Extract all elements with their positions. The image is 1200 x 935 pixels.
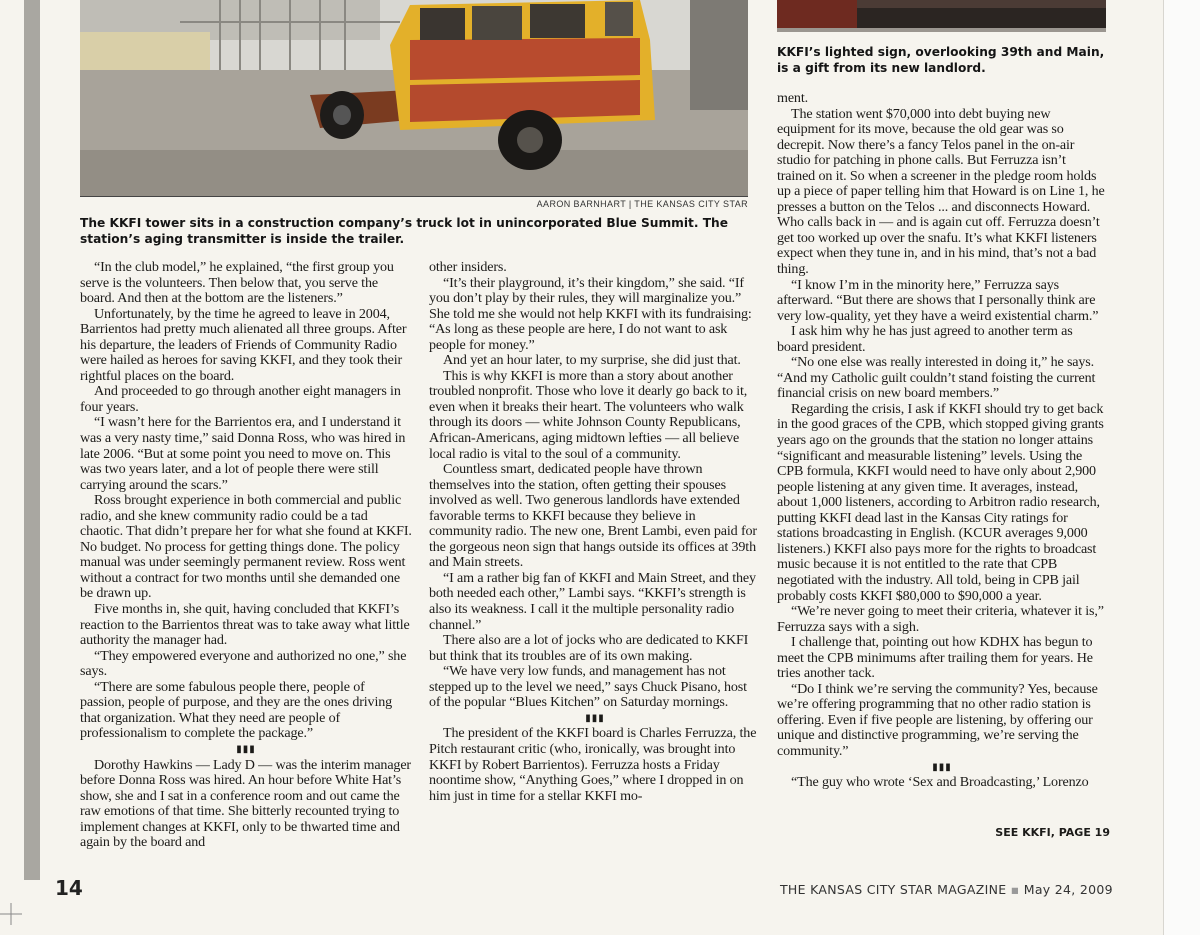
paragraph: ment.	[777, 90, 808, 106]
section-break-dingbat: ▮▮▮	[585, 712, 605, 724]
paragraph: “No one else was really interested in doing it,” he says. “And my Catholic guilt couldn’t stand foisting the current financial crisis on new board members.”	[777, 354, 1096, 402]
paragraph: And yet an hour later, to my surprise, she did just that.	[443, 352, 741, 369]
crop-mark-icon	[0, 903, 22, 925]
page-number: 14	[55, 876, 83, 900]
page-gutter-bar	[24, 0, 40, 880]
paragraph: And proceeded to go through another eight managers in four years.	[80, 383, 401, 415]
paragraph: The president of the KKFI board is Charles Ferruzza, the Pitch restaurant critic (who, ironically, was brought into KKFI by Robert Barrientos). Ferruzza hosts a Friday noontime show, “Anything Goes,” where I dropped in on him just in time for a stellar KKFI mo-	[429, 725, 757, 804]
paragraph: other insiders.	[429, 259, 507, 275]
main-photo-caption: The KKFI tower sits in a construction company’s truck lot in unincorporated Blue Summit. The station’s aging transmitter is inside the trailer.	[80, 216, 728, 246]
paragraph: “In the club model,” he explained, “the first group you serve is the volunteers. Then below that, you serve the board. And then at the bottom are the listeners.”	[80, 259, 394, 307]
paragraph: Unfortunately, by the time he agreed to leave in 2004, Barrientos had pretty much alienated all three groups. After his departure, the leaders of Friends of Community Radio were hailed as heroes for saving KKFI, and they took their rightful places on the board.	[80, 305, 407, 384]
section-break-dingbat: ▮▮▮	[236, 743, 256, 755]
paragraph: “It’s their playground, it’s their kingdom,” she said. “If you don’t play by their rules, they will marginalize you.” She told me she would not help KKFI with its fundraising: “As long as these people are here, I do not want to ask people for money.”	[429, 274, 752, 353]
paragraph: “I know I’m in the minority here,” Ferruzza says afterward. “But there are shows that I personally think are very low-quality, yet they have a weird existential charm.”	[777, 276, 1099, 324]
continued-jump-line: SEE KKFI, PAGE 19	[995, 826, 1110, 839]
paragraph: Five months in, she quit, having concluded that KKFI’s reaction to the Barrientos threat was to take away what little authority the manager had.	[80, 601, 410, 649]
article-column-1	[80, 260, 412, 851]
paragraph: “We have very low funds, and management has not stepped up to the level we need,” says Chuck Pisano, host of the popular “Blues Kitchen” on Saturday mornings.	[429, 663, 747, 711]
paragraph: “I am a rather big fan of KKFI and Main Street, and they both needed each other,” Lambi says. “KKFI’s strength is also its weakness. I call it the multiple personality radio channel.”	[429, 569, 756, 633]
paragraph: “Do I think we’re serving the community? Yes, because we’re offering programming that no other radio station is offering. Even if five people are listening, by offering our unique and distinctive programming, we’re serving the community.”	[777, 680, 1098, 759]
issue-date: May 24, 2009	[1023, 882, 1113, 897]
magazine-footer	[780, 882, 1113, 897]
paragraph: There also are a lot of jocks who are dedicated to KKFI but think that its troubles are of its own making.	[429, 632, 749, 664]
magazine-name: THE KANSAS CITY STAR MAGAZINE	[780, 882, 1007, 897]
paragraph: I ask him why he has just agreed to another term as board president.	[777, 323, 1073, 355]
paragraph: I challenge that, pointing out how KDHX has begun to meet the CPB minimums after trailing them for years. He tries another tack.	[777, 634, 1093, 682]
paragraph: “The guy who wrote ‘Sex and Broadcasting,’ Lorenzo	[791, 774, 1089, 791]
main-photo	[80, 0, 748, 197]
paragraph: Ross brought experience in both commercial and public radio, and she knew community radio could be a tad chaotic. That didn’t prepare her for what she found at KKFI. No budget. No process for getting things done. The policy manual was under seemingly permanent review. Ross went without a contract for two months until she demanded one be drawn up.	[80, 492, 412, 602]
article-column-2	[429, 260, 761, 804]
paragraph: Dorothy Hawkins — Lady D — was the interim manager before Donna Ross was hired. An hour before White Hat’s show, she and I sat in a conference room and out came the raw emotions of that time. She bitterly recounted trying to implement changes at KKFI, only to be thwarted time and again by the board and	[80, 756, 411, 851]
paragraph: Countless smart, dedicated people have thrown themselves into the station, often getting their spouses involved as well. Two generous landlords have extended favorable terms to KKFI because they believe in community radio. The new one, Brent Lambi, even paid for the gorgeous neon sign that hangs outside its offices at 39th and Main streets.	[429, 461, 757, 571]
paragraph: The station went $70,000 into debt buying new equipment for its move, because the old gear was so decrepit. Now there’s a fancy Telos panel in the on-air studio for patching in phone calls. But Ferruzza isn’t trained on it. So when a screener in the pledge room holds up a piece of paper telling him that Howard is on Line 1, he presses a button on the Telos ... and disconnects Howard. Who calls back in — and is again cut off. Ferruzza doesn’t get too worked up over the snafu. It’s what KKFI listeners expect when they tune in, and in his mind, that’s not a bad thing.	[777, 105, 1105, 278]
paragraph: “There are some fabulous people there, people of passion, people of purpose, and they are the ones driving that organization. What they need are people of professionalism to complete the package.”	[80, 678, 393, 742]
footer-separator-icon: ▪	[1010, 882, 1024, 897]
photo-credit: AARON BARNHART | THE KANSAS CITY STAR	[536, 199, 748, 209]
paragraph: “They empowered everyone and authorized no one,” she says.	[80, 647, 407, 680]
sign-photo-caption: KKFI’s lighted sign, overlooking 39th and Main, is a gift from its new landlord.	[777, 45, 1105, 75]
page-edge	[1163, 0, 1200, 935]
section-break-dingbat: ▮▮▮	[932, 761, 952, 773]
paragraph: “We’re never going to meet their criteria, whatever it is,” Ferruzza says with a sigh.	[777, 603, 1104, 635]
truck-photo-illustration	[80, 0, 748, 196]
paragraph: Regarding the crisis, I ask if KKFI should try to get back in the good graces of the CPB, which stopped giving grants years ago on the grounds that the station no longer attains “significant and measurable listening” levels. Using the CPB formula, KKFI would need to have only about 2,900 people listening at any given time. It averages, instead, about 1,000 listeners, according to Arbitron radio research, putting KKFI dead last in the Kansas City ratings for stations broadcasting in English. (KCUR averages 9,000 listeners.) KKFI also pays more for the rights to broadcast music because it is not entitled to the rate that CPB negotiated with the industry. All told, being in CPB jail probably costs KKFI $80,000 to $90,000 a year.	[777, 400, 1104, 604]
sign-photo	[777, 0, 1106, 32]
sign-photo-illustration	[777, 0, 1106, 32]
paragraph: This is why KKFI is more than a story about another troubled nonprofit. Those who love it dearly go back to it, even when it breaks their heart. The volunteers who walk through its doors — white Johnson County Republicans, African-Americans, aging midtown lefties — all believe local radio is vital to the soul of a community.	[429, 367, 748, 462]
paragraph: “I wasn’t here for the Barrientos era, and I understand it was a very nasty time,” said Donna Ross, who was hired in late 2006. “But at some point you need to move on. This was two years later, and a lot of people there were still carrying around the scars.”	[80, 414, 406, 493]
article-column-3	[777, 91, 1107, 791]
